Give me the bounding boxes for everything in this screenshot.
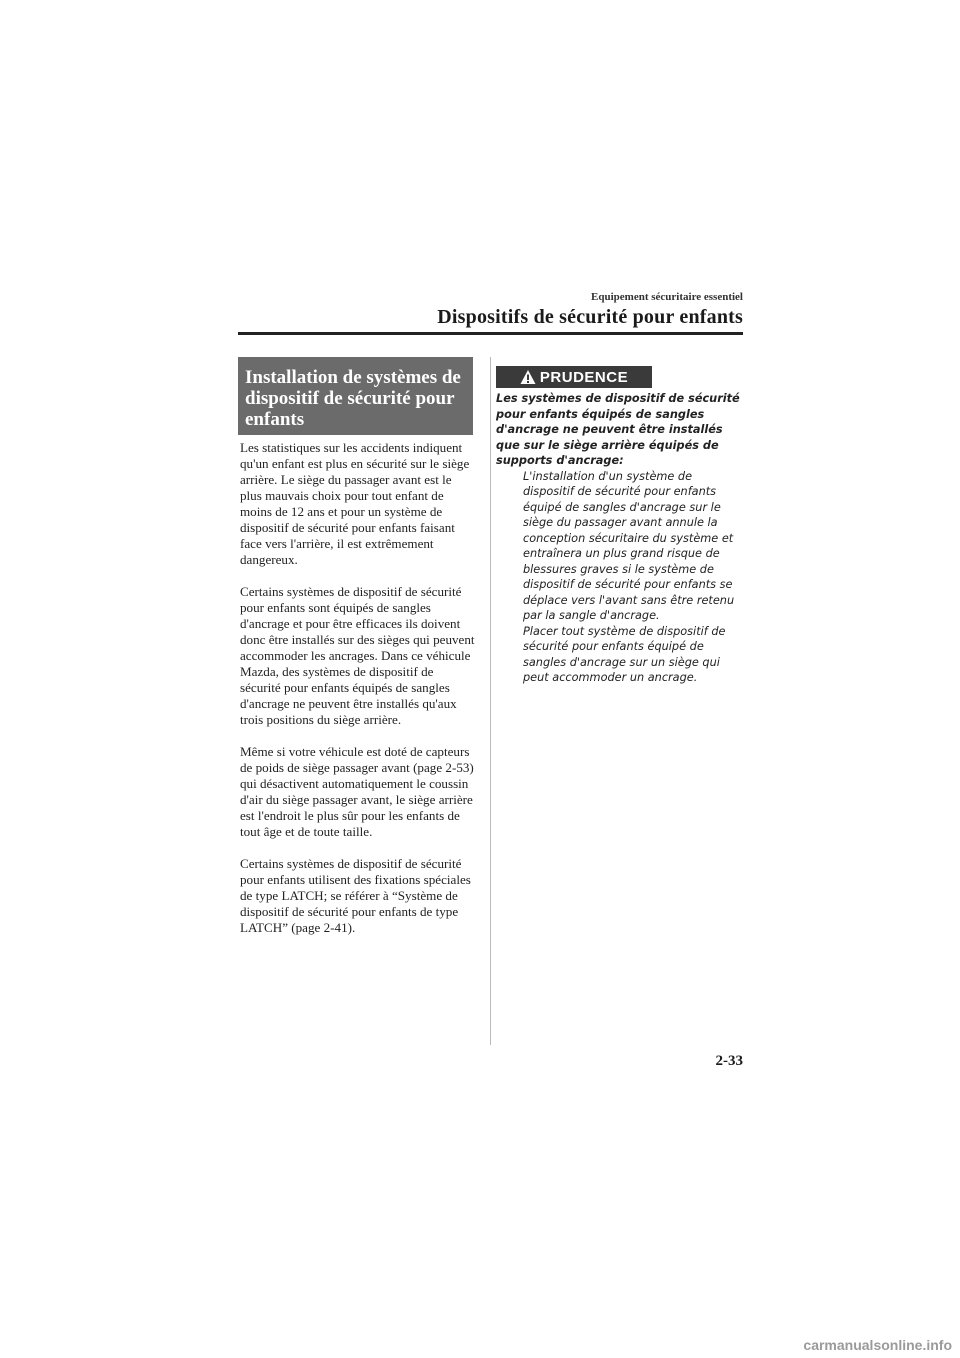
section-heading-box (238, 357, 473, 435)
paragraph-weight-sensors: Même si votre véhicule est doté de capteurs de poids de siège passager avant (page 2-53) qui désactivent automatiquement le coussin d'air du siège passager avant, le siège arrière est l'endroit le plus sûr pour les enfants de tout âge et de toute taille. (240, 744, 474, 839)
paragraph-tether-anchors: Certains systèmes de dispositif de sécurité pour enfants sont équipés de sangles d'ancrage et pour être efficaces ils doivent donc être installés sur des sièges qui peuvent accommoder les ancrages. Dans ce véhicule Mazda, des systèmes de dispositif de sécurité pour enfants équipés de sangles d'ancrage ne peuvent être installés qu'aux trois positions du siège arrière. (240, 584, 475, 727)
chapter-title: Equipement sécuritaire essentiel (591, 291, 743, 303)
section-title-line-3: enfants (245, 409, 305, 430)
column-divider (490, 357, 491, 1045)
watermark: carmanualsonline.info (803, 1337, 952, 1353)
body-text-column (240, 440, 476, 952)
paragraph-latch: Certains systèmes de dispositif de sécurité pour enfants utilisent des fixations spéciales de type LATCH; se référer à “Système de dispositif de sécurité pour enfants de type LATCH” (page 2-41). (240, 856, 471, 935)
section-title-line-2: dispositif de sécurité pour (245, 388, 455, 409)
caution-body-installation: L'installation d'un système de dispositif de sécurité pour enfants équipé de sangles d'ancrage sur le siège du passager avant annule la conception sécuritaire du système et entraînera un plus grand risque de blessures graves si le système de dispositif de sécurité pour enfants se déplace vers l'avant sans être retenu par la sangle d'ancrage. (523, 469, 735, 622)
page-number: 2-33 (715, 1053, 743, 1069)
caution-body-placement: Placer tout système de dispositif de sécurité pour enfants équipé de sangles d'ancrage sur un siège qui peut accommoder un ancrage. (523, 624, 726, 684)
warning-triangle-icon (520, 369, 536, 385)
caution-label: PRUDENCE (539, 368, 629, 386)
section-title (238, 357, 473, 430)
section-title-line-1: Installation de systèmes de (245, 367, 461, 388)
caution-text-column (496, 391, 744, 686)
header-rule (238, 332, 743, 335)
caution-badge (496, 366, 652, 388)
paragraph-statistics: Les statistiques sur les accidents indiquent qu'un enfant est plus en sécurité sur le siège arrière. Le siège du passager avant est le plus mauvais choix pour tout enfant de moins de 12 ans et pour un système de dispositif de sécurité pour enfants faisant face vers l'arrière, il est extrêmement dangereux. (240, 440, 470, 567)
page-title: Dispositifs de sécurité pour enfants (437, 306, 743, 328)
caution-heading: Les systèmes de dispositif de sécurité pour enfants équipés de sangles d'ancrage ne peuvent être installés que sur le siège arrière équipés de supports d'ancrage: (496, 392, 740, 467)
